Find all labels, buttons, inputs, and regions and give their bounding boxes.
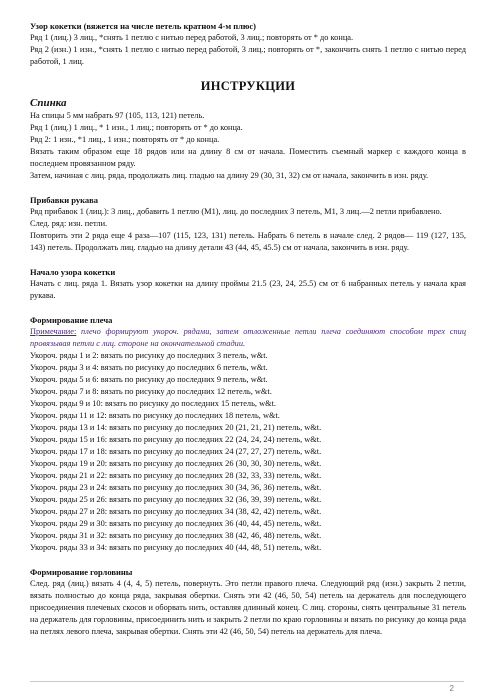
shoulder-note-label: Примечание: xyxy=(30,327,77,336)
yoke-pattern-heading: Узор кокетки (вяжется на числе петель кратном 4-м плюс) xyxy=(30,21,257,31)
short-row-line: Укороч. ряды 27 и 28: вязать по рисунку до последних 34 (38, 42, 42) петель, w&t. xyxy=(30,507,322,516)
short-row-line: Укороч. ряды 11 и 12: вязать по рисунку до последних 18 петель, w&t. xyxy=(30,411,280,420)
footer-divider xyxy=(30,681,464,682)
short-row-line: Укороч. ряды 23 и 24: вязать по рисунку до последних 30 (34, 36, 36) петель, w&t. xyxy=(30,483,322,492)
short-row-line: Укороч. ряды 21 и 22: вязать по рисунку до последних 28 (32, 33, 33) петель, w&t. xyxy=(30,471,322,480)
back-line-5: Затем, начиная с лиц. ряда, продолжать лиц. гладью на длину 29 (30, 31, 32) см от начала, закончить в изн. ряду. xyxy=(30,171,429,180)
yoke-pattern-row-1: Ряд 1 (лиц.) 3 лиц., *снять 1 петлю с нитью перед работой, 3 лиц.; повторять от * до конца. xyxy=(30,33,354,42)
short-row-line: Укороч. ряды 29 и 30: вязать по рисунку до последних 36 (40, 44, 45) петель, w&t. xyxy=(30,519,322,528)
sleeve-increase-heading: Прибавки рукава xyxy=(30,195,98,205)
page-title: ИНСТРУКЦИИ xyxy=(200,79,296,93)
short-row-line: Укороч. ряды 33 и 34: вязать по рисунку до последних 40 (44, 48, 51) петель, w&t. xyxy=(30,543,322,552)
page-number: 2 xyxy=(449,684,454,693)
page-footer xyxy=(30,681,464,695)
neckline-text: След. ряд (лиц.) вязать 4 (4, 4, 5) петель, повернуть. Это петли правого плеча. Следующий ряд (изн.) закрыть 2 петли, вязать полностью до конца ряда, закрывая обертки. Снять эти 42 (46, 50, 54) петель на держатель для последующего присоединения плечевых скосов и оборвать нить, оставляя длинный конец. С лиц. стороны, снять центральные 31 петель на держатель для горловины, присоединить нить и закрыть 2 петли по краю горловины и вязать по рисунку до конца ряда на петлях левого плеча, закрывая обертки. Снять эти 42 (46, 50, 54) петель на держатель для плеча. xyxy=(30,579,466,636)
short-row-line: Укороч. ряды 3 и 4: вязать по рисунку до последних 6 петель, w&t. xyxy=(30,363,268,372)
short-row-line: Укороч. ряды 7 и 8: вязать по рисунку до последних 12 петель, w&t. xyxy=(30,387,272,396)
neckline-heading: Формирование горловины xyxy=(30,567,133,577)
yoke-start-text: Начать с лиц. ряда 1. Вязать узор кокетки на длину проймы 21.5 (23, 24, 25.5) см от 6 набранных петель у начала края рукава. xyxy=(30,279,466,300)
short-row-line: Укороч. ряды 5 и 6: вязать по рисунку до последних 9 петель, w&t. xyxy=(30,375,268,384)
short-row-line: Укороч. ряды 13 и 14: вязать по рисунку до последних 20 (21, 21, 21) петель, w&t. xyxy=(30,423,322,432)
short-row-line: Укороч. ряды 1 и 2: вязать по рисунку до последних 3 петель, w&t. xyxy=(30,351,268,360)
back-line-3: Ряд 2: 1 изн., *1 лиц., 1 изн.; повторять от * до конца. xyxy=(30,135,220,144)
shoulder-note-text: плечо формируют укороч. рядами, затем отложенные петли плеча соединяют способом трех спиц провязывая петли с лиц. стороне на окончательной стадии. xyxy=(30,327,466,348)
short-row-line: Укороч. ряды 15 и 16: вязать по рисунку до последних 22 (24, 24, 24) петель, w&t. xyxy=(30,435,322,444)
short-row-line: Укороч. ряды 17 и 18: вязать по рисунку до последних 24 (27, 27, 27) петель, w&t. xyxy=(30,447,322,456)
sleeve-increase-line-2: След. ряд: изн. петли. xyxy=(30,219,108,228)
yoke-pattern-row-2: Ряд 2 (изн.) 1 изн., *снять 1 петлю с нитью перед работой, 3 лиц.; повторять от *, закончить снять 1 петлю с нитью перед работой, 1 лиц. xyxy=(30,45,466,66)
short-row-line: Укороч. ряды 25 и 26: вязать по рисунку до последних 32 (36, 39, 39) петель, w&t. xyxy=(30,495,322,504)
shoulder-heading: Формирование плеча xyxy=(30,315,113,325)
page-content xyxy=(30,20,466,638)
back-line-4: Вязать таким образом еще 18 рядов или на длину 8 см от начала. Поместить съемный маркер с каждого конца в последнем провязанном ряду. xyxy=(30,147,466,168)
back-heading: Спинка xyxy=(30,97,67,109)
short-row-line: Укороч. ряды 19 и 20: вязать по рисунку до последних 26 (30, 30, 30) петель, w&t. xyxy=(30,459,322,468)
yoke-start-heading: Начало узора кокетки xyxy=(30,267,116,277)
sleeve-increase-line-3: Повторить эти 2 ряда еще 4 раза—107 (115, 123, 131) петель. Набрать 6 петель в начале след. 2 рядов— 119 (127, 135, 143) петель. Продолжать лиц. гладью на длину детали 43 (44, 45, 45.5) см от начала, закончить в изн. ряду. xyxy=(30,231,466,252)
short-row-line: Укороч. ряды 31 и 32: вязать по рисунку до последних 38 (42, 46, 48) петель, w&t. xyxy=(30,531,322,540)
short-row-line: Укороч. ряды 9 и 10: вязать по рисунку до последних 15 петель, w&t. xyxy=(30,399,276,408)
back-line-2: Ряд 1 (лиц.) 1 лиц., * 1 изн., 1 лиц.; повторять от * до конца. xyxy=(30,123,243,132)
shoulder-note xyxy=(30,326,466,350)
back-line-1: На спицы 5 мм набрать 97 (105, 113, 121) петель. xyxy=(30,111,205,120)
sleeve-increase-line-1: Ряд прибавок 1 (лиц.): 3 лиц., добавить 1 петлю (М1), лиц. до последних 3 петель, М1, 3 лиц.—2 петли прибавлено. xyxy=(30,207,442,216)
